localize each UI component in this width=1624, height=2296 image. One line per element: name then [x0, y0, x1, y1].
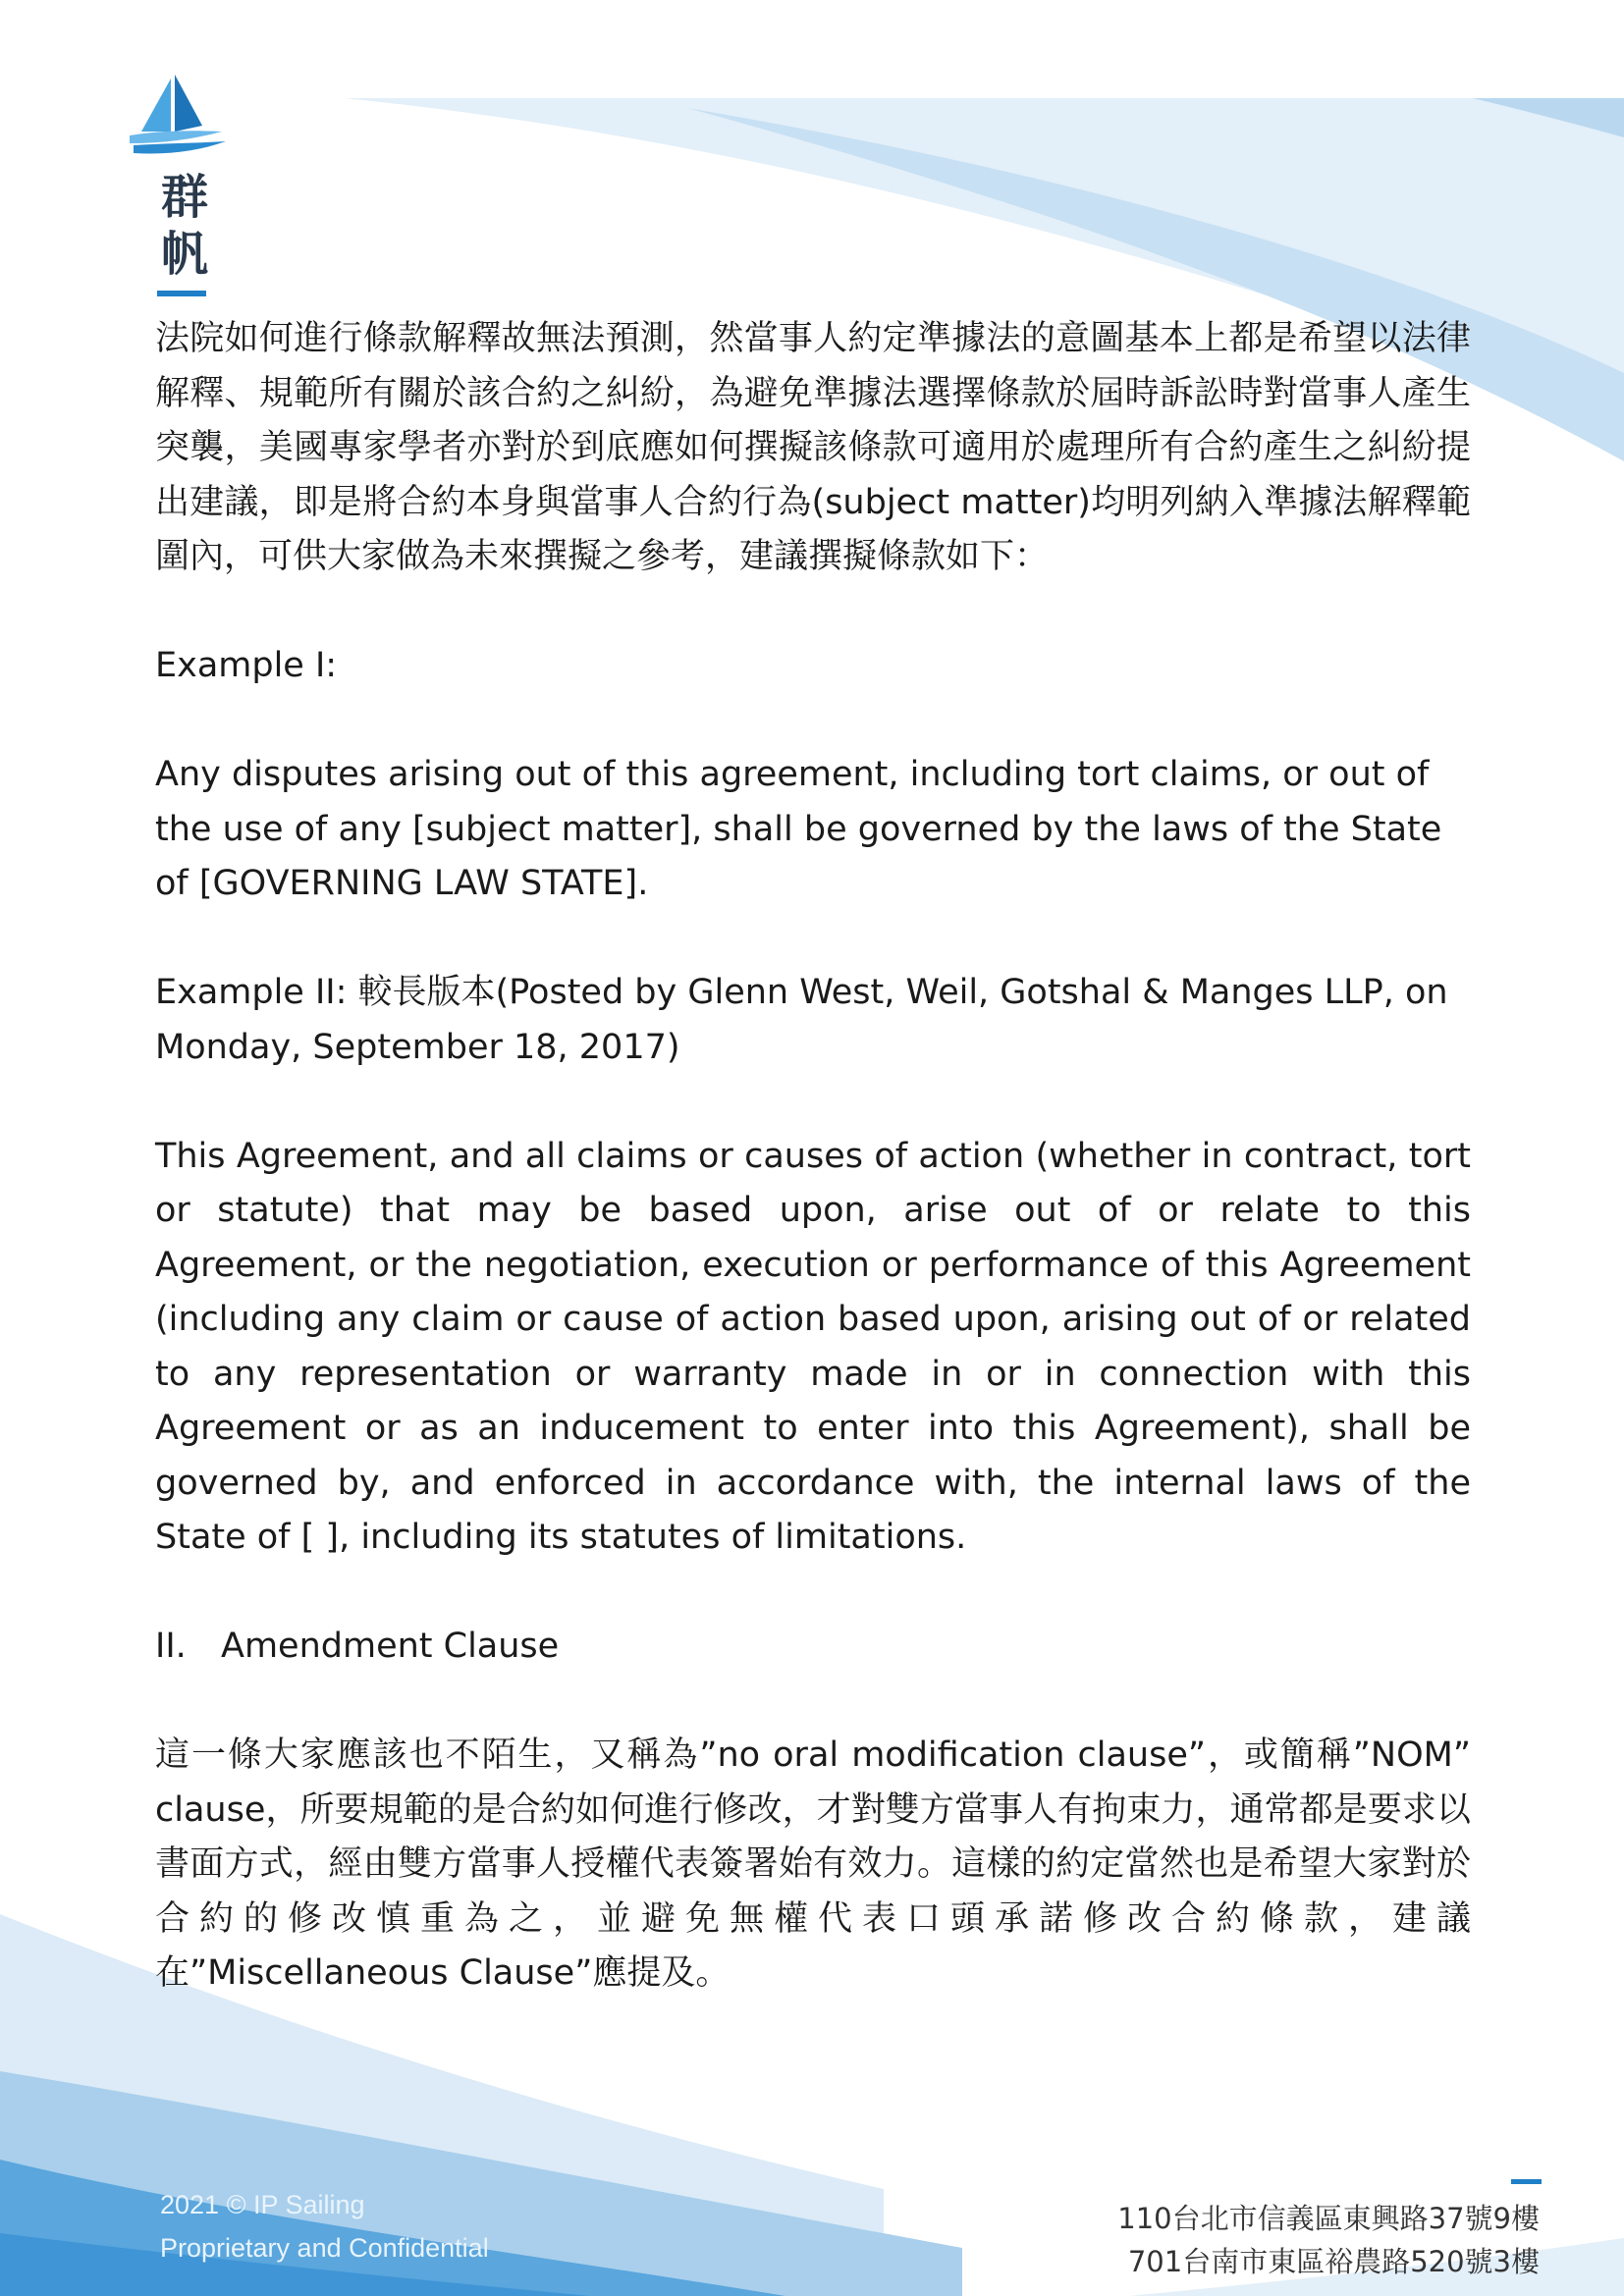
spacer: [155, 1566, 1471, 1621]
section-number: II.: [155, 1627, 187, 1666]
spacer: [155, 1075, 1471, 1130]
spacer: [155, 585, 1471, 640]
logo-char-1: 群: [160, 170, 208, 225]
logo-accent-bar: [157, 291, 206, 296]
footer-addresses: [1117, 2197, 1540, 2283]
intro-paragraph: 法院如何進行條款解釋故無法預測，然當事人約定準據法的意圖基本上都是希望以法律解釋、規範所有關於該合約之糾紛，為避免準據法選擇條款於屆時訴訟時對當事人產生突襲，美國專家學者亦對於到底應如何撰擬該條款可適用於處理所有合約產生之糾紛提出建議，即是將合約本身與當事人合約行為(subject matter)均明列納入準據法解釋範圍內，可供大家做為未來撰擬之參考，建議撰擬條款如下：: [155, 319, 1471, 576]
example-2-label: Example II: 較長版本(Posted by Glenn West, Weil, Gotshal & Manges LLP, on Monday, September 18, 2017): [155, 973, 1448, 1067]
footer-left: [160, 2183, 489, 2269]
footer-accent-bar: [1511, 2179, 1542, 2184]
example-1-label: Example I:: [155, 646, 338, 685]
example-2-text: This Agreement, and all claims or causes of action (whether in contract, tort or statute) that may be based upon, arise out of or relate to this Agreement, or the negotiation, execution or performance of this Agreement (including any claim or cause of action based upon, arising out of or related to any representation or warranty made in or in connection with this Agreement or as an inducement to enter into this Agreement), shall be governed by, and enforced in accordance with, the internal laws of the State of [ ], including its statutes of limitations.: [155, 1136, 1471, 1557]
example-1-text: Any disputes arising out of this agreement, including tort claims, or out of the use of any [subject matter], shall be governed by the laws of the State of [GOVERNING LAW STATE].: [155, 755, 1442, 903]
confidential-text: Proprietary and Confidential: [160, 2233, 489, 2263]
address-tainan: 701台南市東區裕農路520號3樓: [1127, 2245, 1540, 2278]
company-logo: [124, 75, 232, 158]
address-taipei: 110台北市信義區東興路37號9樓: [1117, 2202, 1540, 2235]
logo-char-2: 帆: [160, 227, 208, 282]
document-body: [155, 312, 1471, 2002]
spacer: [155, 694, 1471, 749]
sailboat-icon: [124, 75, 232, 158]
logo-name: [157, 169, 212, 283]
section-title: Amendment Clause: [221, 1627, 560, 1666]
spacer: [155, 912, 1471, 967]
section-heading: [155, 1620, 1471, 1675]
spacer: [155, 1675, 1471, 1730]
copyright-text: 2021 © IP Sailing: [160, 2190, 365, 2219]
amendment-paragraph: 這一條大家應該也不陌生，又稱為”no oral modification clause”，或簡稱”NOM” clause，所要規範的是合約如何進行修改，才對雙方當事人有拘束力，通常都是要求以書面方式，經由雙方當事人授權代表簽署始有效力。這樣的約定當然也是希望大家對於合約的修改慎重為之，並避免無權代表口頭承諾修改合約條款，建議在”Miscellaneous Clause”應提及。: [155, 1735, 1471, 1993]
